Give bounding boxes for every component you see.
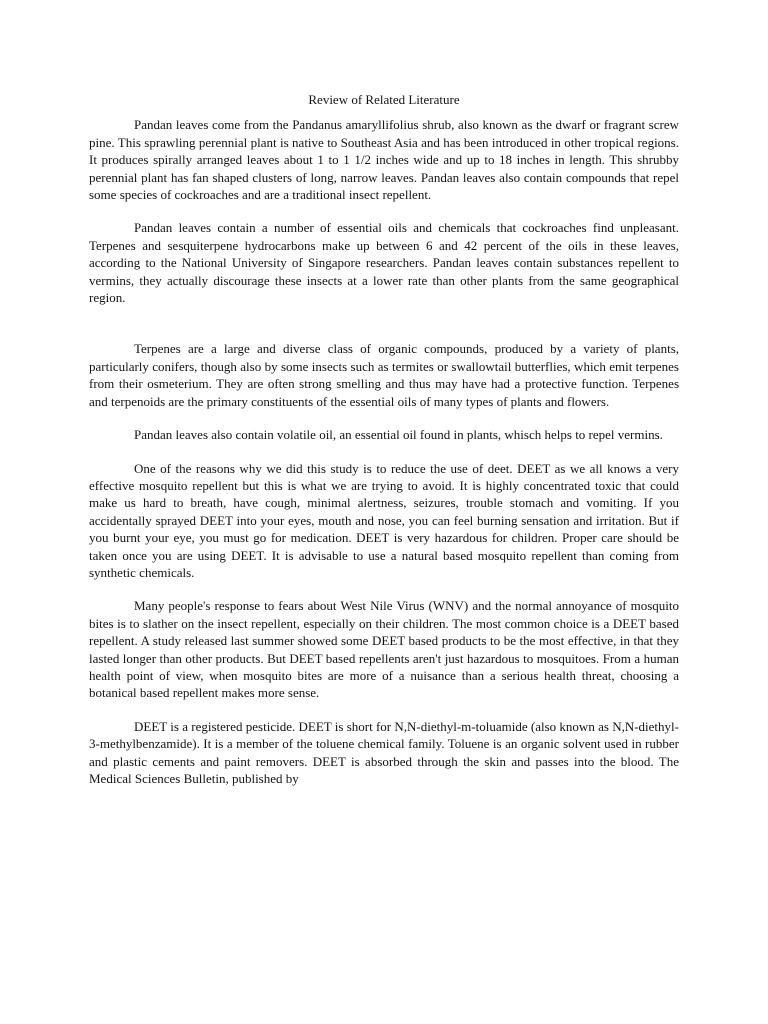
paragraph-deet-reasons: One of the reasons why we did this study is to reduce the use of deet. DEET as we all knows a very effective mosquito repellent but this is what we are trying to avoid. It is highly concentrated toxic that could make us hard to breath, have cough, minimal alertness, seizures, trouble stomach and vomiting. If you accidentally sprayed DEET into your eyes, mouth and nose, you can feel burning sensation and irritation. But if you burnt your eye, you must go for medication. DEET is very hazardous for children. Proper care should be taken once you are using DEET. It is advisable to use a natural based mosquito repellent than coming from synthetic chemicals. bbox=[89, 460, 679, 580]
paragraph-essential-oils: Pandan leaves contain a number of essential oils and chemicals that cockroaches find unpleasant. Terpenes and sesquiterpene hydrocarbons make up between 6 and 42 percent of the oils in these leaves, according to the National University of Singapore researchers. Pandan leaves contain substances repellent to vermins, they actually discourage these insects at a lower rate than other plants from the same geographical region. bbox=[89, 220, 679, 306]
paragraph-volatile-oil: Pandan leaves also contain volatile oil, an essential oil found in plants, whisch helps to repel vermins. bbox=[134, 427, 663, 443]
document-page bbox=[89, 91, 679, 787]
paragraph-deet-pesticide: DEET is a registered pesticide. DEET is short for N,N-diethyl-m-toluamide (also known as N,N-diethyl-3-methylbenzamide). It is a member of the toluene chemical family. Toluene is an organic solvent used in rubber and plastic cements and paint removers. DEET is absorbed through the skin and passes into the blood. The Medical Sciences Bulletin, published by bbox=[89, 718, 679, 786]
paragraph-west-nile: Many people's response to fears about West Nile Virus (WNV) and the normal annoyance of mosquito bites is to slather on the insect repellent, especially on their children. The most common choice is a DEET based repellent. A study released last summer showed some DEET based products to be the most effective, in that they lasted longer than other products. But DEET based repellents aren't just hazardous to mosquitoes. From a human health point of view, when mosquito bites are more of a nuisance than a serious health threat, choosing a botanical based repellent makes more sense. bbox=[89, 598, 679, 701]
document-title: Review of Related Literature bbox=[308, 92, 460, 107]
paragraph-pandan-origin: Pandan leaves come from the Pandanus amaryllifolius shrub, also known as the dwarf or fragrant screw pine. This sprawling perennial plant is native to Southeast Asia and has been introduced in other tropical regions. It produces spirally arranged leaves about 1 to 1 1/2 inches wide and up to 18 inches in length. This shrubby perennial plant has fan shaped clusters of long, narrow leaves. Pandan leaves also contain compounds that repel some species of cockroaches and are a traditional insect repellent. bbox=[89, 117, 679, 203]
paragraph-terpenes: Terpenes are a large and diverse class of organic compounds, produced by a variety of plants, particularly conifers, though also by some insects such as termites or swallowtail butterflies, which emit terpenes from their osmeterium. They are often strong smelling and thus may have had a protective function. Terpenes and terpenoids are the primary constituents of the essential oils of many types of plants and flowers. bbox=[89, 341, 679, 409]
